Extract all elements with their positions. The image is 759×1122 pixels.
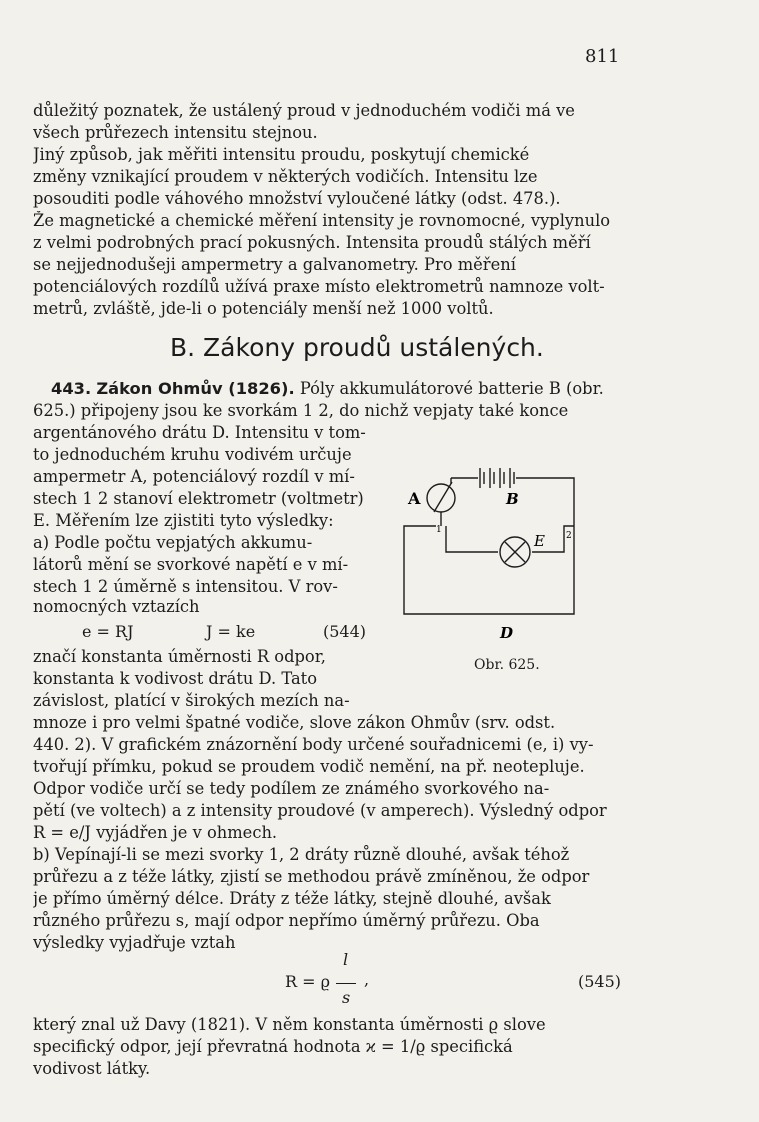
text-line: který znal už Davy (1821). V něm konstanta úměrnosti ϱ slove xyxy=(33,1015,546,1034)
text-line: stech 1 2 úměrně s intensitou. V rov- xyxy=(33,577,338,596)
text-line: Že magnetické a chemické měření intensity je rovnomocné, vyplynulo xyxy=(33,211,611,230)
text-line: Odpor vodiče určí se tedy podílem ze známého svorkového na- xyxy=(33,779,550,798)
text-line: metrů, zvláště, jde-li o potenciály menší než 1000 voltů. xyxy=(33,299,494,318)
text-line: specifický odpor, její převratná hodnota ϰ = 1/ϱ specifická xyxy=(33,1037,513,1056)
equation-545-lhs: R = ϱ xyxy=(285,972,331,991)
text-line: změny vznikající proudem v některých vodičích. Intensitu lze xyxy=(33,167,538,186)
ammeter-needle xyxy=(434,482,452,512)
label-B: B xyxy=(506,490,519,508)
equation-544-middle: J = ke xyxy=(206,622,256,641)
label-terminal-1: 1 xyxy=(436,525,442,535)
circuit-diagram xyxy=(396,446,586,646)
text-line: 440. 2). V grafickém znázornění body určené souřadnicemi (e, i) vy- xyxy=(33,735,594,754)
text-line: a) Podle počtu vepjatých akkumu- xyxy=(33,533,313,552)
paragraph-443-first-line xyxy=(33,379,628,399)
text-line: argentánového drátu D. Intensitu v tom- xyxy=(33,423,366,442)
equation-545-denominator: s xyxy=(342,988,351,1007)
text-line: posouditi podle váhového množství vyloučené látky (odst. 478.). xyxy=(33,189,561,208)
text-line: vodivost látky. xyxy=(33,1059,151,1078)
equation-545-number: (545) xyxy=(578,972,622,991)
text-line: tvořují přímku, pokud se proudem vodič nemění, na př. neotepluje. xyxy=(33,757,585,776)
figure-caption: Obr. 625. xyxy=(474,657,540,673)
text-line: potenciálových rozdílů užívá praxe místo elektrometrů namnoze volt- xyxy=(33,277,605,296)
text-line: látorů mění se svorkové napětí e v mí- xyxy=(33,555,349,574)
text-line: výsledky vyjadřuje vztah xyxy=(33,933,236,952)
page-number: 811 xyxy=(585,46,620,67)
text-line: různého průřezu s, mají odpor nepřímo úměrný průřezu. Oba xyxy=(33,911,540,930)
text-line: konstanta k vodivost drátu D. Tato xyxy=(33,669,317,688)
text-line: závislost, platící v širokých mezích na- xyxy=(33,691,350,710)
text-line: pětí (ve voltech) a z intensity proudové (v amperech). Výsledný odpor xyxy=(33,801,607,820)
text-line: 625.) připojeny jsou ke svorkám 1 2, do nichž vepjaty také konce xyxy=(33,401,569,420)
text-line: důležitý poznatek, že ustálený proud v jednoduchém vodiči má ve xyxy=(33,101,575,120)
wire-right xyxy=(404,526,574,614)
label-terminal-2: 2 xyxy=(566,531,572,541)
text-line: Jiný způsob, jak měřiti intensitu proudu, poskytují chemické xyxy=(33,145,530,164)
text-line: z velmi podrobných prací pokusných. Intensita proudů stálých měří xyxy=(33,233,591,252)
text-line: všech průřezech intensitu stejnou. xyxy=(33,123,318,142)
text-span: Póly akkumulátorové batterie B (obr. xyxy=(299,379,604,398)
label-A: A xyxy=(408,489,421,508)
text-line: se nejjednodušeji ampermetry a galvanometry. Pro měření xyxy=(33,255,516,274)
text-line: nomocných vztazích xyxy=(33,597,200,616)
text-line: b) Vepínají-li se mezi svorky 1, 2 dráty různě dlouhé, avšak téhož xyxy=(33,845,570,864)
text-line: je přímo úměrný délce. Dráty z téže látky, stejně dlouhé, avšak xyxy=(33,889,551,908)
text-line: mnoze i pro velmi špatné vodiče, slove zákon Ohmův (srv. odst. xyxy=(33,713,556,732)
text-line: R = e/J vyjádřen je v ohmech. xyxy=(33,823,278,842)
equation-545-comma: , xyxy=(364,970,370,989)
label-D: D xyxy=(500,624,514,642)
text-line: průřezu a z téže látky, zjistí se methodou právě zmíněnou, že odpor xyxy=(33,867,590,886)
equation-544-number: (544) xyxy=(323,622,367,641)
text-line: ampermetr A, potenciálový rozdíl v mí- xyxy=(33,467,355,486)
equation-544-left: e = RJ xyxy=(82,622,134,641)
battery-cells xyxy=(480,468,514,488)
paragraph-number: 443. xyxy=(51,379,92,398)
wire-top-right xyxy=(516,478,574,526)
equation-545-numerator: l xyxy=(343,950,349,969)
text-line: značí konstanta úměrnosti R odpor, xyxy=(33,647,326,666)
text-line: E. Měřením lze zjistiti tyto výsledky: xyxy=(33,511,334,530)
text-line: to jednoduchém kruhu vodivém určuje xyxy=(33,445,352,464)
fraction-bar xyxy=(336,983,356,984)
ammeter-circle xyxy=(427,484,455,512)
wire-inner xyxy=(446,526,498,552)
label-E: E xyxy=(534,532,545,550)
text-line: stech 1 2 stanoví elektrometr (voltmetr) xyxy=(33,489,364,508)
section-heading: B. Zákony proudů ustálených. xyxy=(170,333,544,362)
paragraph-title: Zákon Ohmův (1826). xyxy=(96,379,295,398)
